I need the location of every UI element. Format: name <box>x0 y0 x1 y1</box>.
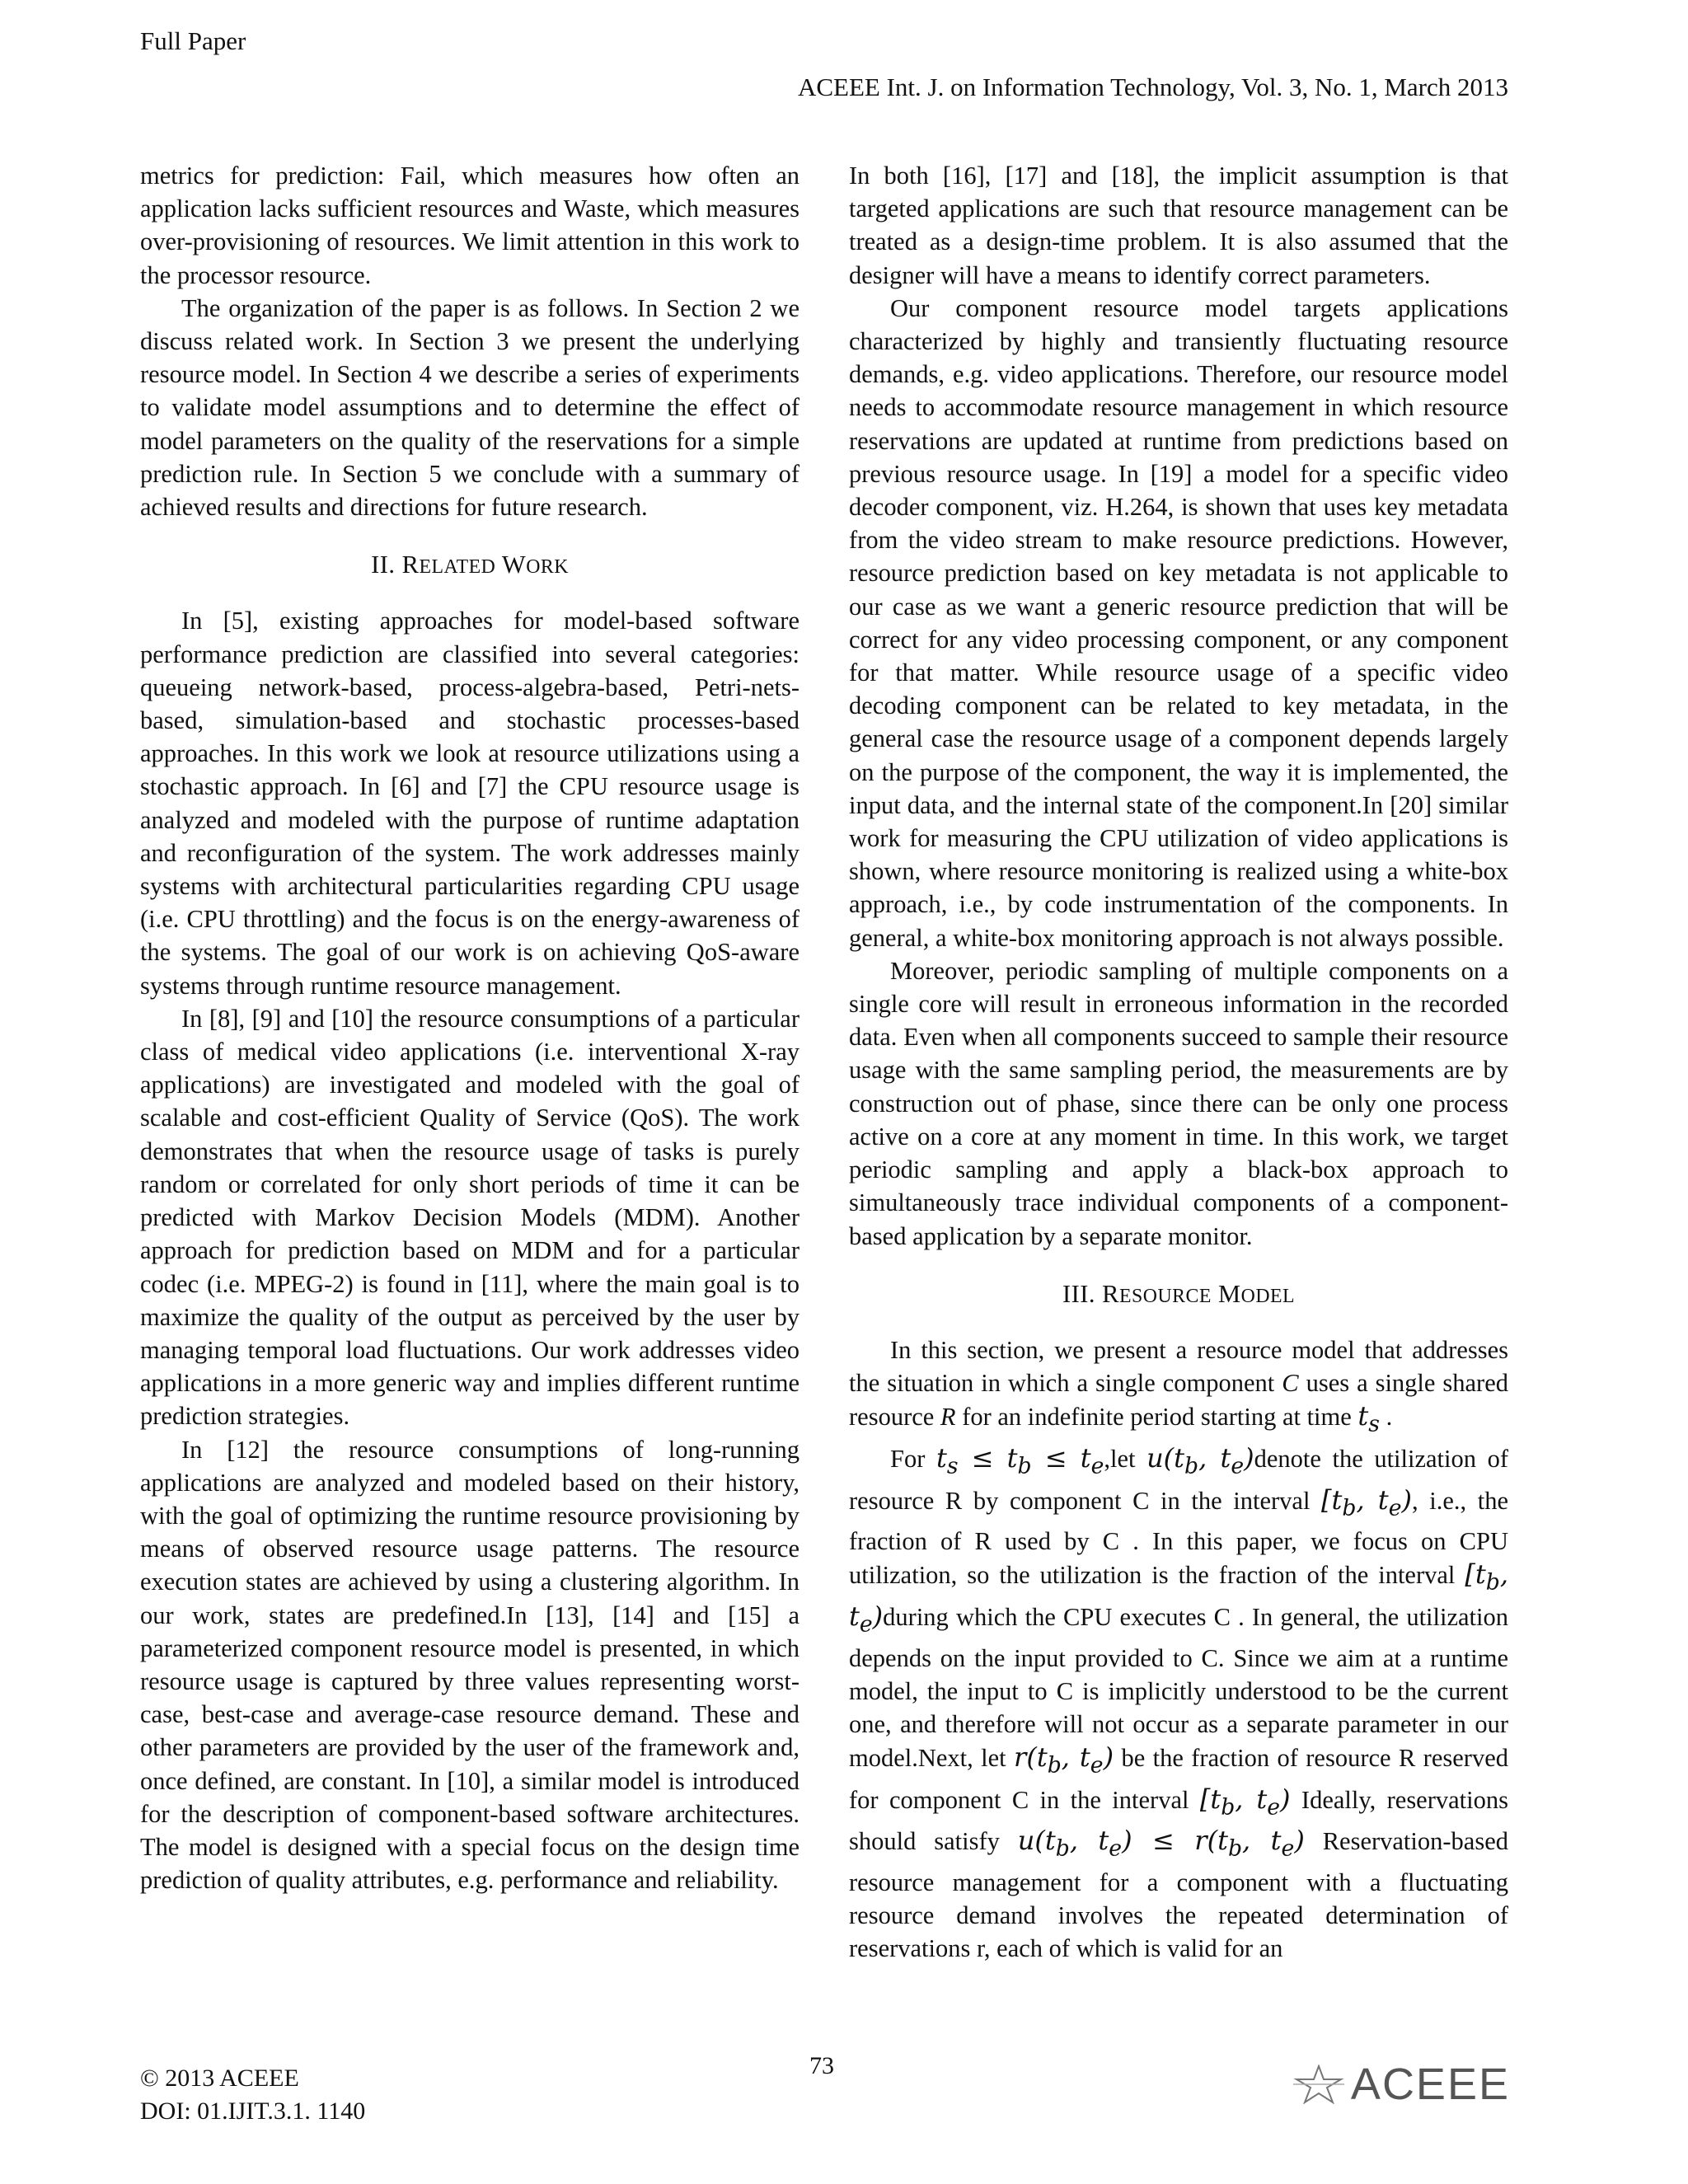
interval-formula: [$t_b$, $t_e$) <box>1199 1783 1291 1821</box>
paragraph: In this section, we present a resource model that addresses the situation in which a single component C uses a single shared resource R for an indefinite period starting at time $t_s$ . <box>849 1335 1508 1437</box>
paragraph: In [12] the resource consumptions of long-running applications are analyzed and modeled based on their history, with the goal of optimizing the runtime resource provisioning by means of observed resource usage patterns. The resource execution states are achieved by using a clustering algorithm. In our work, states are predefined.In [13], [14] and [15] a parameterized component resource model is presented, in which resource usage is captured by three values representing worst-case, best-case and average-case resource demand. These and other parameters are provided by the user of the framework and, once defined, are constant. In [10], a similar model is introduced for the description of component-based software architectures. The model is designed with a special focus on the design time prediction of quality attributes, e.g. performance and reliability. <box>140 1435 799 1895</box>
interval-formula: [$t_b$, $t_e$) <box>1321 1483 1412 1521</box>
reservation-inequality-formula: $u(t_b$, $t_e) \le r(t_b$, $t_e$) <box>1017 1825 1305 1862</box>
section-heading-related-work: II. RELATED WORK <box>371 551 569 579</box>
inequality-formula: $t_s \le t_b \le t_e$ <box>935 1441 1104 1479</box>
left-column <box>140 159 799 1896</box>
paragraph: For $t_s \le t_b \le t_e,let$ $u(t_b$, $t_e)denote$ the utilization of resource R by component C in the interval [$t_b$, $t_e$), i.e., the fraction of R used by C . In this paper, we focus on CPU utilization, so the utilization is the fraction of the interval [$t_b$, $t_e)during$ which the CPU executes C . In general, the utilization depends on the input provided to C. Since we aim at a runtime model, the input to C is implicitly understood to be the current one, and therefore will not occur as a separate parameter in our model.Next, let $r(t_b$, $t_e$) be the fraction of resource R reserved for component C in the interval [$t_b$, $t_e$) Ideally, reservations should satisfy $u(t_b$, $t_e) \le r(t_b$, $t_e$) Reservation-based resource management for a component with a fluctuating resource demand involves the repeated determination of reservations r, each of which is valid for an <box>849 1441 1508 1963</box>
page-number: 73 <box>809 2052 834 2079</box>
paragraph: Our component resource model targets applications characterized by highly and transiently fluctuating resource demands, e.g. video applications. Therefore, our resource model needs to accommodate resource management in which resource reservations are updated at runtime from predictions based on previous resource usage. In [19] a model for a specific video decoder component, viz. H.264, is shown that uses key metadata from the video stream to make resource predictions. However, resource prediction based on key metadata is not applicable to our case as we want a generic resource prediction that will be correct for any video processing component, or any component for that matter. While resource usage of a specific video decoding component can be related to key metadata, in the general case the resource usage of a component depends largely on the purpose of the component, the way it is implemented, the input data, and the internal state of the component.In [20] similar work for measuring the CPU utilization of video applications is shown, where resource monitoring is realized using a white-box approach, i.e., by code instrumentation of the components. In general, a white-box monitoring approach is not always possible. <box>849 293 1508 952</box>
journal-citation-header: ACEEE Int. J. on Information Technology, Vol. 3, No. 1, March 2013 <box>797 73 1508 101</box>
paragraph: metrics for prediction: Fail, which measures how often an application lacks sufficient resources and Waste, which measures over-provisioning of resources. We limit attention in this work to the processor resource. <box>140 162 799 289</box>
reservation-formula: $r(t_b$, $t_e$) <box>1014 1741 1114 1779</box>
paragraph: In [5], existing approaches for model-based software performance prediction are classified into several categories: queueing network-based, process-algebra-based, Petri-nets-based, simulation-based and stochastic processes-based approaches. In this work we look at resource utilizations using a stochastic approach. In [6] and [7] the CPU resource usage is analyzed and modeled with the purpose of runtime adaptation and reconfiguration of the system. The work addresses mainly systems with architectural particularities regarding CPU usage (i.e. CPU throttling) and the focus is on the energy-awareness of the systems. The goal of our work is on achieving QoS-aware systems through runtime resource management. <box>140 607 799 1000</box>
right-column <box>849 159 1508 1966</box>
section-heading-resource-model: III. RESOURCE MODEL <box>1062 1279 1296 1308</box>
paragraph: In both [16], [17] and [18], the implicit assumption is that targeted applications are such that resource management can be treated as a design-time problem. It is also assumed that the designer will have a means to identify correct parameters. <box>849 162 1508 289</box>
logo-text: ACEEE <box>1350 2060 1510 2109</box>
star-icon <box>1293 2064 1344 2104</box>
copyright-notice: © 2013 ACEEE <box>140 2064 299 2092</box>
paragraph: Moreover, periodic sampling of multiple components on a single core will result in erroneous information in the recorded data. Even when all components succeed to sample their resource usage with the same sampling period, the measurements are by construction out of phase, since there can be only one process active on a core at any moment in time. In this work, we target periodic sampling and apply a black-box approach to simultaneously trace individual components of a component-based application by a separate monitor. <box>849 956 1508 1250</box>
paragraph: The organization of the paper is as follows. In Section 2 we discuss related work. In Section 3 we present the underlying resource model. In Section 4 we describe a series of experiments to validate model assumptions and to determine the effect of model parameters on the quality of the reservations for a simple prediction rule. In Section 5 we conclude with a summary of achieved results and directions for future research. <box>140 293 799 522</box>
doi-identifier: DOI: 01.IJIT.3.1. 1140 <box>140 2097 366 2125</box>
paragraph: In [8], [9] and [10] the resource consumptions of a particular class of medical video applications (i.e. interventional X-ray applications) are investigated and modeled with the goal of scalable and cost-efficient Quality of Service (QoS). The work demonstrates that when the resource usage of tasks is purely random or correlated for only short periods of time it can be predicted with Markov Decision Models (MDM). Another approach for prediction based on MDM and for a particular codec (i.e. MPEG-2) is found in [11], where the main goal is to maximize the quality of the output as perceived by the user by managing temporal load fluctuations. Our work addresses video applications in a more generic way and implies different runtime prediction strategies. <box>140 1004 799 1431</box>
interval-formula: [$t_b$, $t_e$) <box>849 1558 1508 1638</box>
aceee-logo <box>1293 2059 1510 2110</box>
running-header-label: Full Paper <box>140 26 246 55</box>
utilization-formula: $u(t_b$, $t_e$) <box>1146 1441 1254 1479</box>
